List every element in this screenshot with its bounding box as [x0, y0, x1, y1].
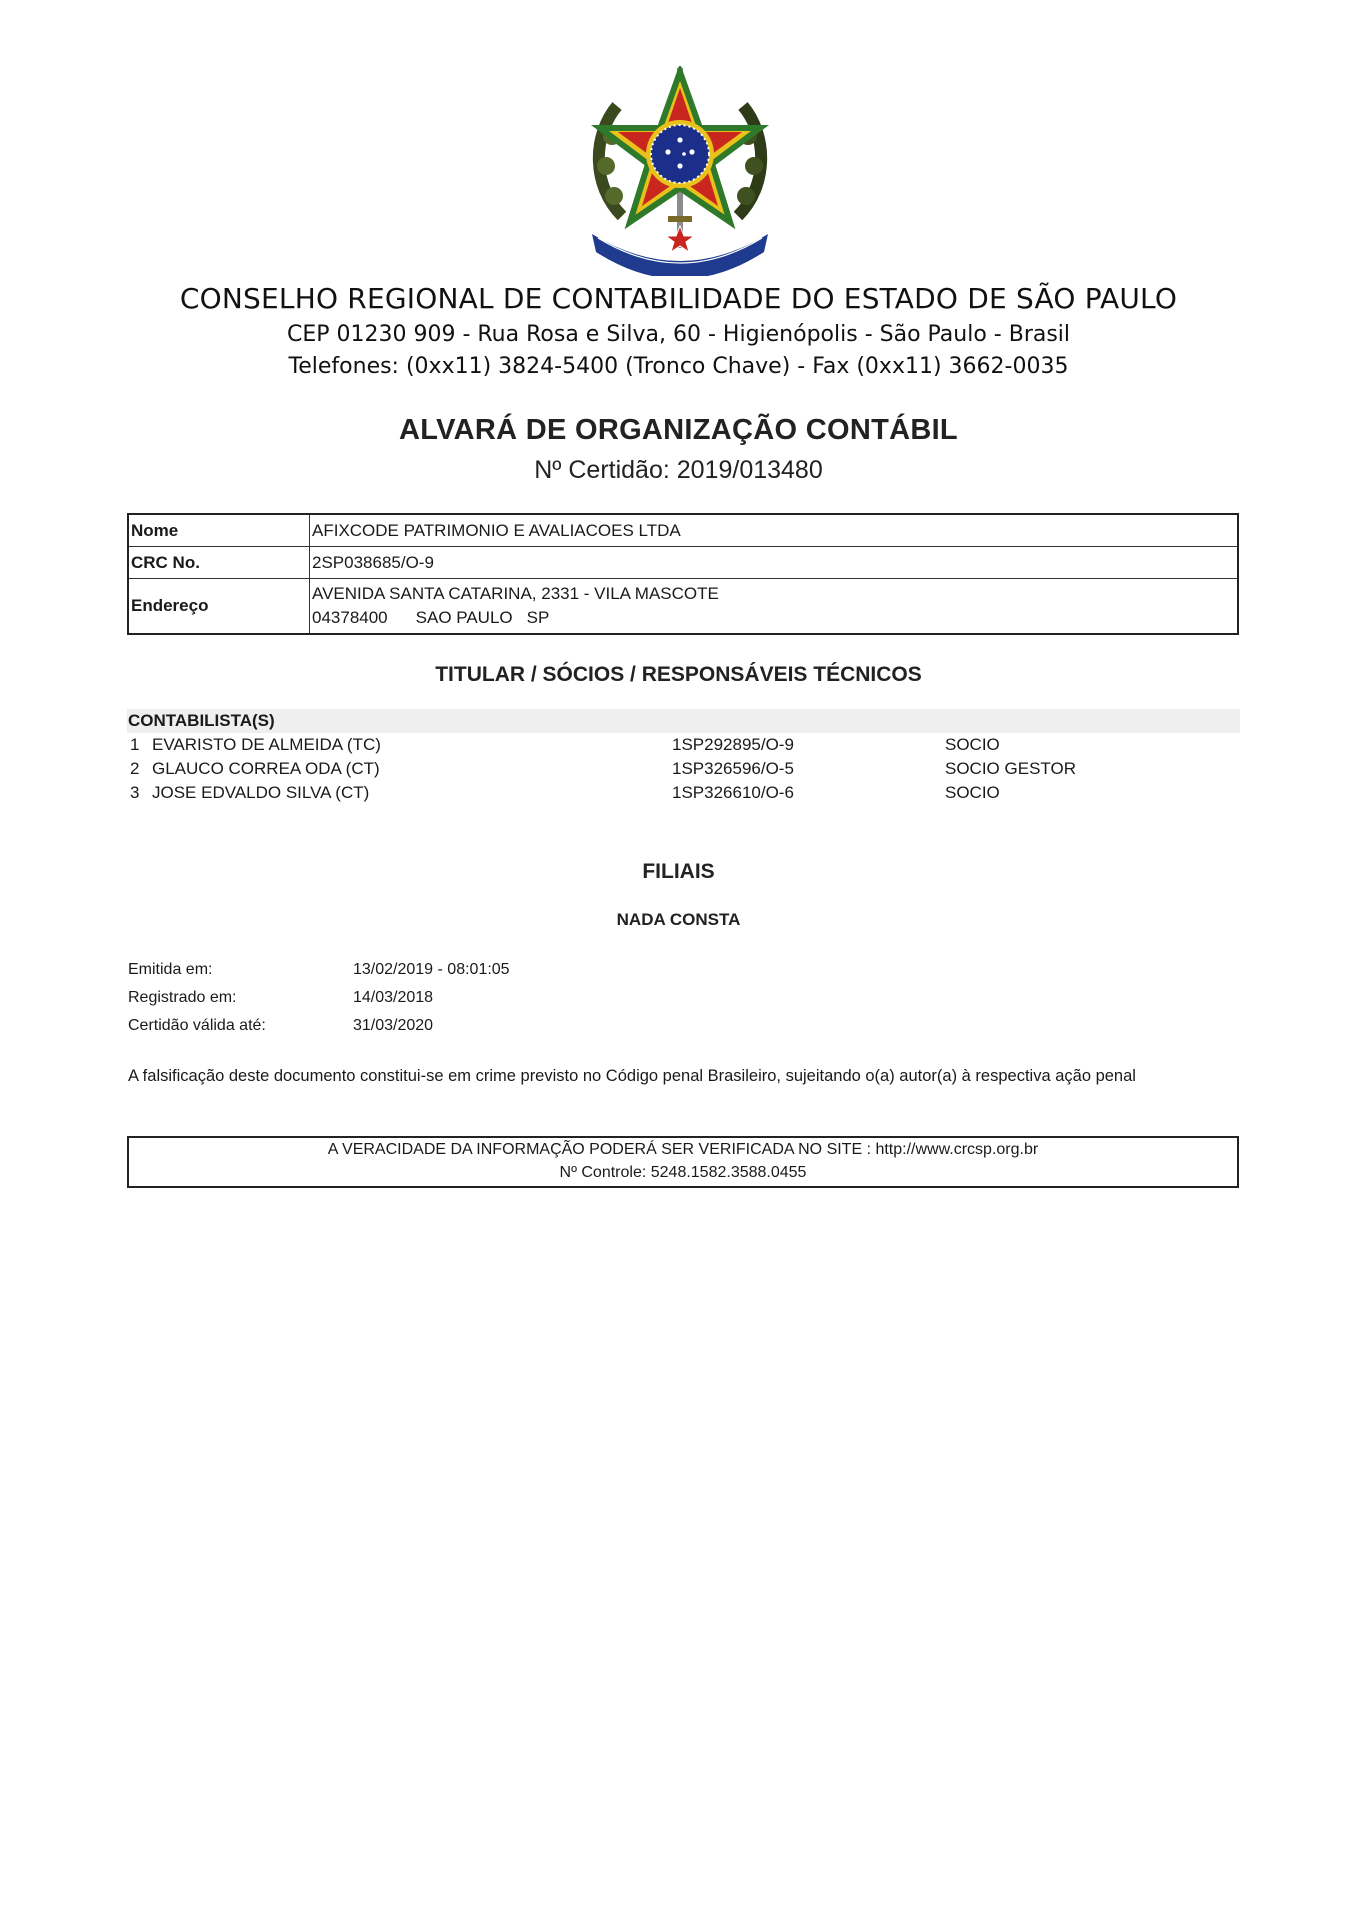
list-item	[127, 781, 1239, 805]
issued-label: Emitida em:	[128, 961, 213, 978]
organization-phones: Telefones: (0xx11) 3824-5400 (Tronco Chave) - Fax (0xx11) 3662-0035	[288, 354, 1069, 379]
company-name-value: AFIXCODE PATRIMONIO E AVALIACOES LTDA	[310, 514, 1239, 547]
forgery-warning: A falsificação deste documento constitui-se em crime previsto no Código penal Brasileiro, sujeitando o(a) autor(a) à respectiva ação penal	[128, 1067, 1136, 1085]
document-title: ALVARÁ DE ORGANIZAÇÃO CONTÁBIL	[399, 414, 958, 446]
partners-section-title: TITULAR / SÓCIOS / RESPONSÁVEIS TÉCNICOS	[435, 663, 922, 686]
valid-until-row	[128, 1014, 728, 1038]
partner-role: SOCIO	[945, 783, 1000, 802]
certificate-number: Nº Certidão: 2019/013480	[534, 456, 823, 484]
table-row	[128, 514, 1238, 547]
address-street: AVENIDA SANTA CATARINA, 2331 - VILA MASCOTE	[312, 584, 719, 603]
issued-value: 13/02/2019 - 08:01:05	[353, 961, 510, 978]
partner-number: 2	[130, 759, 140, 778]
address-label: Endereço	[128, 579, 310, 635]
registered-label: Registrado em:	[128, 989, 237, 1006]
valid-until-value: 31/03/2020	[353, 1017, 434, 1034]
crc-label: CRC No.	[128, 547, 310, 579]
accountants-group-label: CONTABILISTA(S)	[127, 709, 1240, 733]
address-zip: 04378400	[312, 608, 388, 627]
partner-name: EVARISTO DE ALMEIDA (TC)	[152, 735, 381, 754]
verification-text: A VERACIDADE DA INFORMAÇÃO PODERÁ SER VERIFICADA NO SITE : http://www.crcsp.org.br	[327, 1141, 1039, 1158]
partner-name: GLAUCO CORREA ODA (CT)	[152, 759, 380, 778]
list-item	[127, 733, 1239, 757]
coat-of-arms-emblem	[582, 66, 778, 276]
table-row	[128, 579, 1238, 635]
organization-name: CONSELHO REGIONAL DE CONTABILIDADE DO ESTADO DE SÃO PAULO	[179, 282, 1178, 315]
registered-row	[128, 986, 728, 1010]
partner-number: 1	[130, 735, 140, 754]
company-info-table	[127, 513, 1239, 635]
branches-status: NADA CONSTA	[616, 910, 741, 929]
partner-number: 3	[130, 783, 140, 802]
partner-crc: 1SP326610/O-6	[672, 783, 794, 802]
partner-crc: 1SP326596/O-5	[672, 759, 794, 778]
address-city: SAO PAULO	[415, 608, 513, 627]
partner-role: SOCIO GESTOR	[945, 759, 1076, 778]
table-row	[128, 547, 1238, 579]
valid-until-label: Certidão válida até:	[128, 1017, 266, 1034]
branches-title: FILIAIS	[642, 860, 715, 883]
crc-value: 2SP038685/O-9	[310, 547, 1239, 579]
brazil-coat-of-arms-icon	[582, 66, 778, 276]
list-item	[127, 757, 1239, 781]
partner-crc: 1SP292895/O-9	[672, 735, 794, 754]
address-city-line	[312, 606, 1235, 630]
organization-address: CEP 01230 909 - Rua Rosa e Silva, 60 - Higienópolis - São Paulo - Brasil	[286, 322, 1071, 347]
registered-value: 14/03/2018	[353, 989, 434, 1006]
name-label: Nome	[128, 514, 310, 547]
partner-role: SOCIO	[945, 735, 1000, 754]
verification-box	[127, 1136, 1239, 1188]
control-number: Nº Controle: 5248.1582.3588.0455	[559, 1164, 807, 1181]
partner-name: JOSE EDVALDO SILVA (CT)	[152, 783, 370, 802]
address-state: SP	[526, 608, 550, 627]
address-value	[310, 579, 1239, 635]
issued-row	[128, 958, 728, 982]
